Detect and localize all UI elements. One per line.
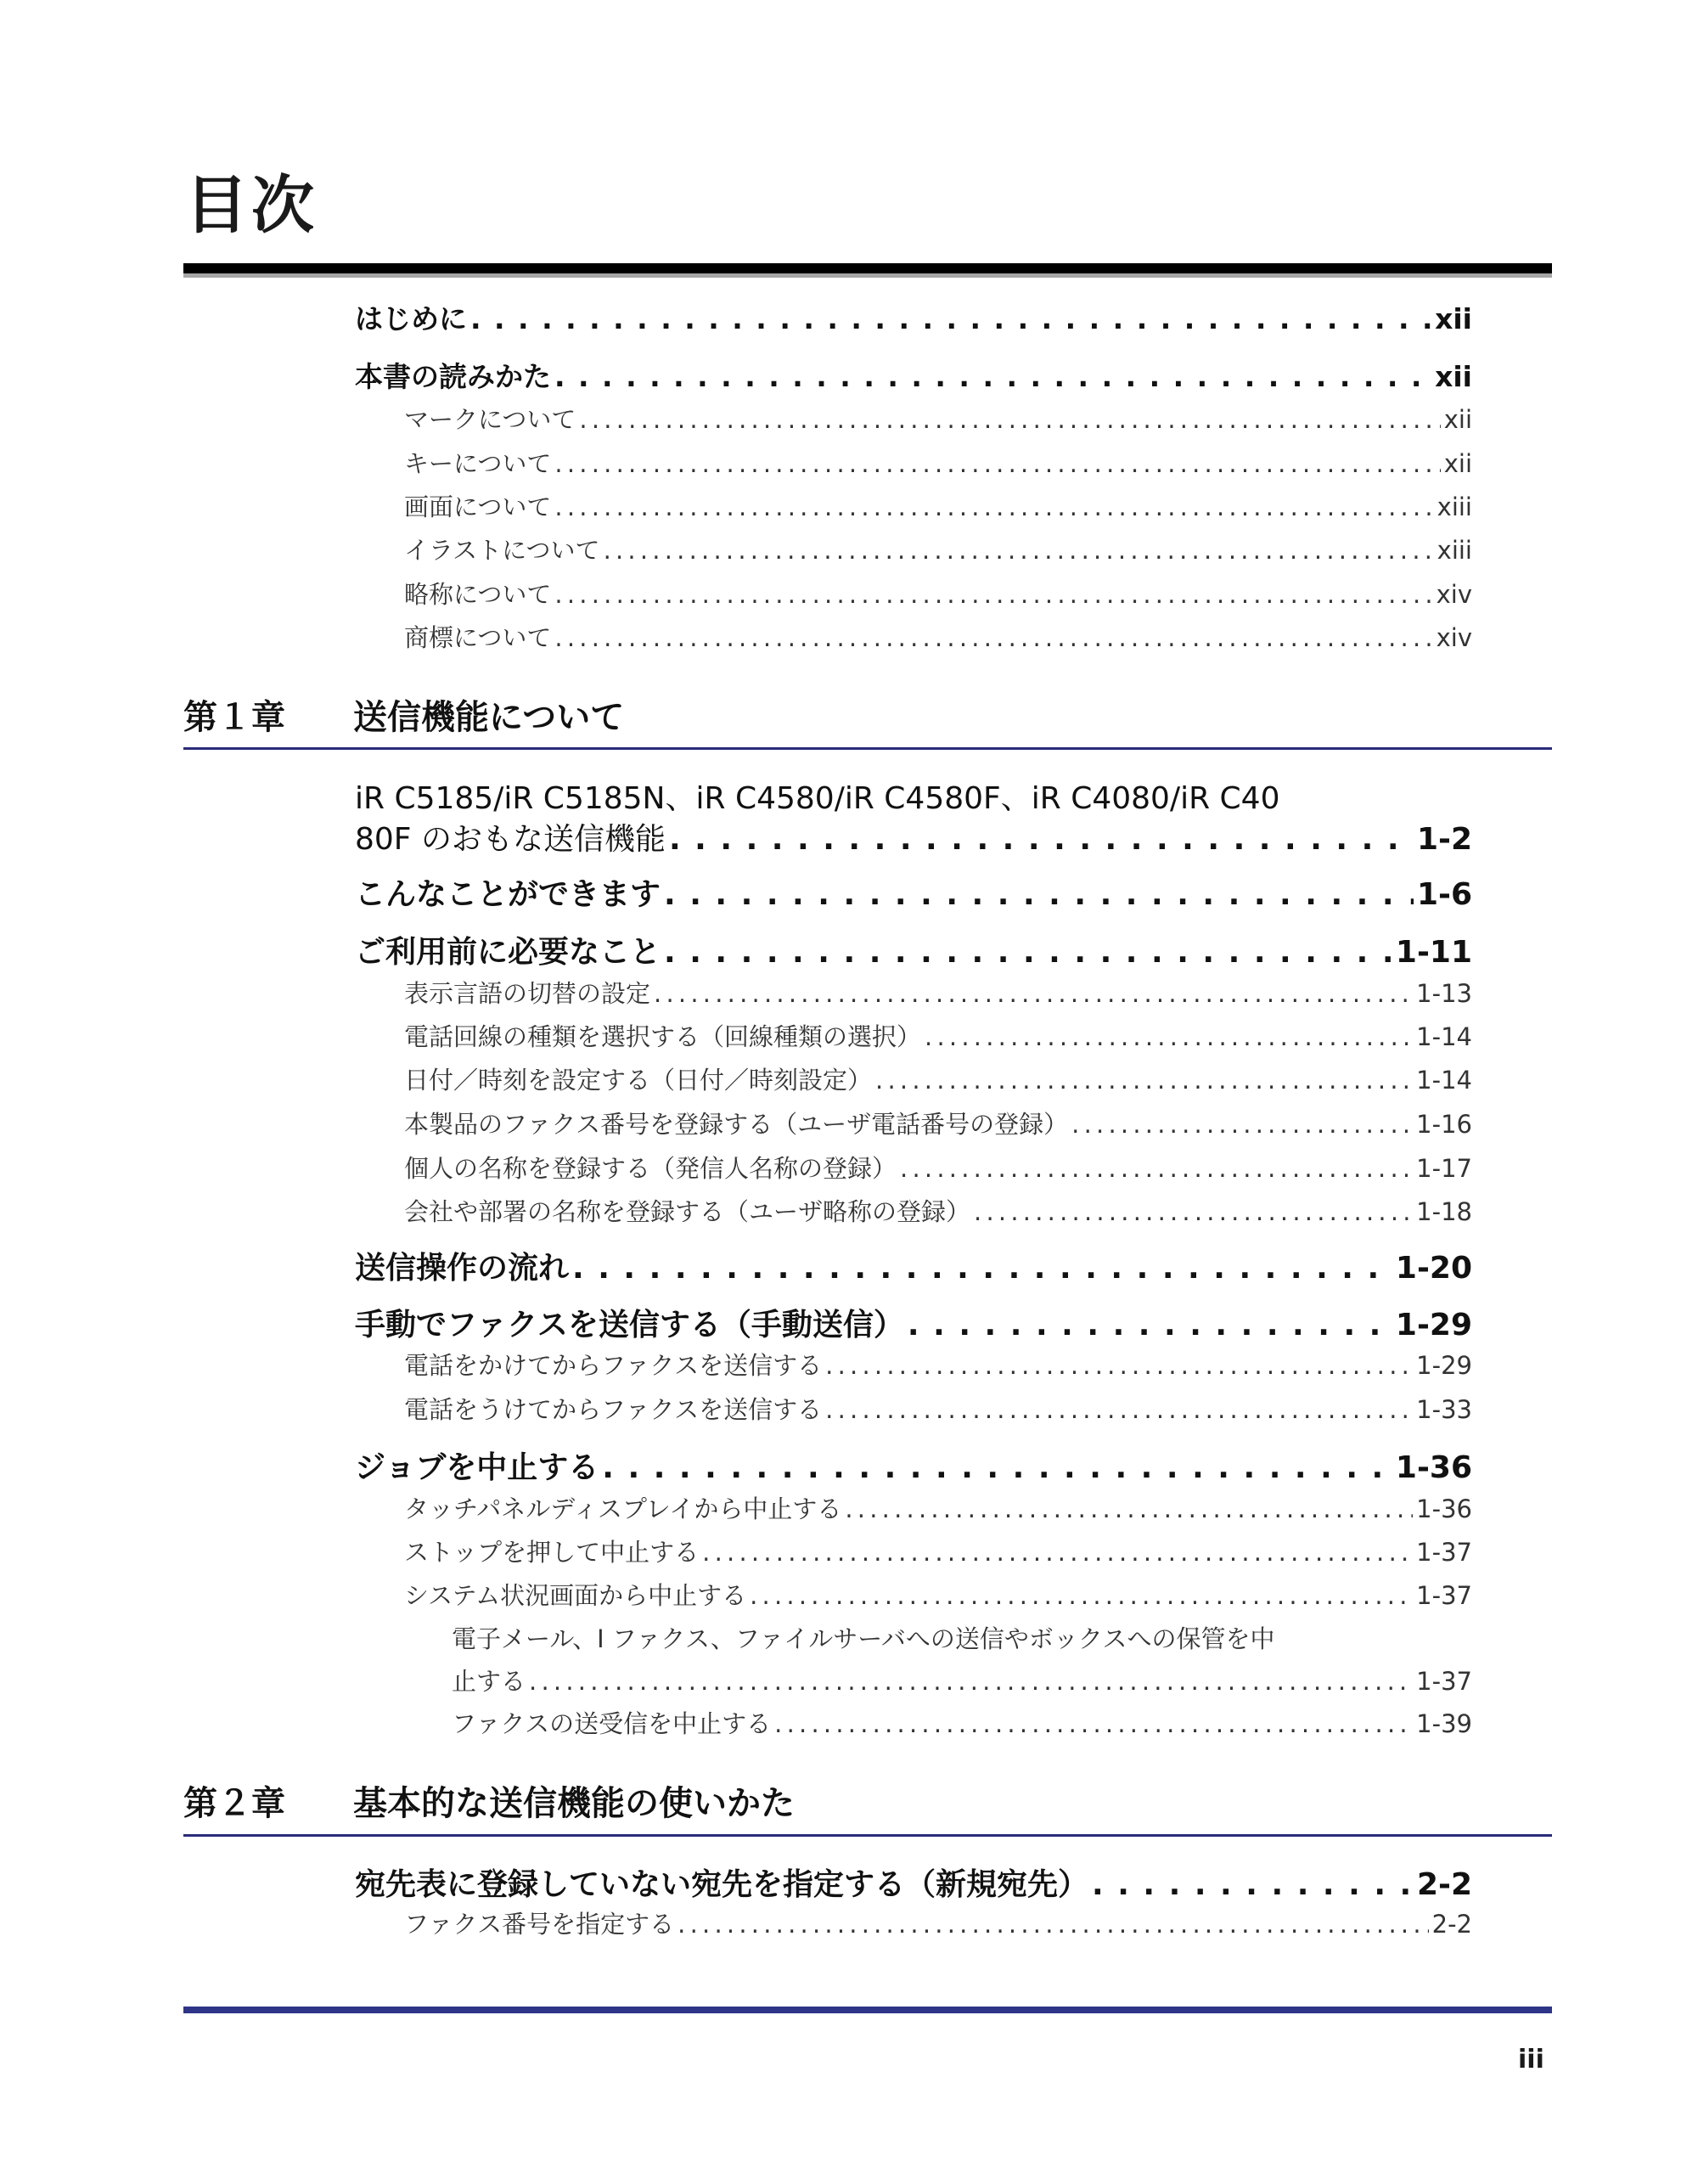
toc-entry-page: 1-18 bbox=[1416, 1197, 1472, 1226]
dot-leader bbox=[664, 877, 1414, 912]
dot-leader bbox=[554, 623, 1432, 652]
toc-entry-page: 1-17 bbox=[1416, 1154, 1472, 1183]
toc-entry-page: 1-37 bbox=[1416, 1667, 1472, 1696]
toc-entry-page: xiii bbox=[1437, 536, 1472, 565]
toc-entry-page: xiv bbox=[1436, 623, 1472, 652]
toc-entry-page: 2-2 bbox=[1416, 1867, 1472, 1902]
toc-subentry[interactable] bbox=[404, 1490, 1472, 1525]
toc-entry-title: 個人の名称を登録する（発信人名称の登録） bbox=[404, 1154, 897, 1183]
toc-entry[interactable] bbox=[355, 928, 1472, 971]
toc-entry-title: 手動でファクスを送信する（手動送信） bbox=[355, 1308, 904, 1342]
dot-leader bbox=[602, 1450, 1392, 1485]
toc-entry-title: 略称について bbox=[404, 580, 552, 609]
toc-entry-title: ストップを押して中止する bbox=[404, 1538, 700, 1567]
dot-leader bbox=[554, 449, 1440, 478]
toc-entry-title: 本製品のファクス番号を登録する（ユーザ電話番号の登録） bbox=[404, 1110, 1069, 1139]
page-title: 目次 bbox=[185, 169, 318, 242]
chapter-number: 第２章 bbox=[183, 1784, 285, 1823]
dot-leader bbox=[554, 493, 1433, 521]
toc-entry-title: 電話回線の種類を選択する（回線種類の選択） bbox=[404, 1022, 922, 1051]
toc-entry-page: 1-6 bbox=[1416, 877, 1472, 912]
toc-entry[interactable] bbox=[355, 870, 1472, 914]
toc-entry-page: 1-2 bbox=[1416, 822, 1472, 857]
toc-entry[interactable] bbox=[355, 1301, 1472, 1344]
dot-leader bbox=[908, 1308, 1392, 1342]
title-rule-shadow bbox=[183, 273, 1552, 278]
chapter-rule bbox=[183, 747, 1552, 750]
toc-entry-first-line[interactable]: iR C5185/iR C5185N、iR C4580/iR C4580F、iR C4080/iR C40 bbox=[355, 781, 1280, 816]
toc-entry-title: 本書の読みかた bbox=[355, 360, 551, 393]
toc-entry-page: 1-13 bbox=[1416, 979, 1472, 1008]
toc-entry-page: 1-37 bbox=[1416, 1538, 1472, 1567]
toc-entry-title: システム状況画面から中止する bbox=[404, 1581, 747, 1610]
toc-subentry[interactable] bbox=[404, 619, 1472, 654]
toc-entry-page: 1-39 bbox=[1416, 1709, 1472, 1738]
footer-rule bbox=[183, 2007, 1552, 2013]
chapter-title: 基本的な送信機能の使いかた bbox=[353, 1784, 795, 1823]
toc-entry-page: xiii bbox=[1437, 493, 1472, 521]
toc-entry-title: 日付／時刻を設定する（日付／時刻設定） bbox=[404, 1066, 873, 1095]
toc-entry-title: 表示言語の切替の設定 bbox=[404, 979, 651, 1008]
dot-leader bbox=[1071, 1110, 1413, 1139]
toc-entry-title: 80F のおもな送信機能 bbox=[355, 822, 666, 857]
toc-entry-page: 1-11 bbox=[1395, 935, 1472, 970]
chapter-number: 第１章 bbox=[183, 698, 285, 737]
toc-subentry-first-line[interactable]: 電子メール、I ファクス、ファイルサーバへの送信やボックスへの保管を中 bbox=[452, 1624, 1275, 1653]
dot-leader bbox=[579, 405, 1440, 434]
toc-entry-page: 1-16 bbox=[1416, 1110, 1472, 1139]
toc-entry[interactable] bbox=[355, 355, 1472, 395]
dot-leader bbox=[678, 1910, 1428, 1939]
toc-entry-title: 会社や部署の名称を登録する（ユーザ略称の登録） bbox=[404, 1197, 971, 1226]
chapter-rule bbox=[183, 1834, 1552, 1837]
dot-leader bbox=[470, 302, 1431, 335]
toc-entry-title: イラストについて bbox=[404, 536, 600, 565]
dot-leader bbox=[825, 1351, 1413, 1380]
toc-entry-title: ご利用前に必要なこと bbox=[355, 935, 661, 970]
toc-entry-page: xiv bbox=[1436, 580, 1472, 609]
toc-subentry[interactable] bbox=[404, 1347, 1472, 1382]
toc-entry-page: 1-14 bbox=[1416, 1066, 1472, 1095]
toc-entry-title: 電話をうけてからファクスを送信する bbox=[404, 1395, 823, 1424]
chapter-heading[interactable] bbox=[183, 1776, 795, 1825]
toc-entry-title: 電話をかけてからファクスを送信する bbox=[404, 1351, 823, 1380]
toc-entry[interactable] bbox=[355, 815, 1472, 858]
dot-leader bbox=[1092, 1867, 1414, 1902]
toc-entry-title: こんなことができます bbox=[355, 877, 661, 912]
toc-subentry[interactable] bbox=[404, 1106, 1472, 1140]
toc-entry-title: 画面について bbox=[404, 493, 552, 521]
toc-subentry[interactable] bbox=[404, 1577, 1472, 1612]
dot-leader bbox=[845, 1494, 1413, 1523]
toc-entry-page: 1-20 bbox=[1395, 1251, 1472, 1286]
toc-entry-title: はじめに bbox=[355, 302, 467, 335]
toc-entry-title: キーについて bbox=[404, 449, 552, 478]
toc-entry-page: xii bbox=[1443, 449, 1472, 478]
dot-leader bbox=[974, 1197, 1413, 1226]
toc-entry-page: 1-14 bbox=[1416, 1022, 1472, 1051]
toc-entry-title: ファクスの送受信を中止する bbox=[452, 1709, 772, 1738]
toc-entry-title: ジョブを中止する bbox=[355, 1450, 599, 1485]
toc-entry-page: xii bbox=[1435, 360, 1472, 393]
toc-entry-page: 1-36 bbox=[1395, 1450, 1472, 1485]
toc-entry-page: 1-29 bbox=[1395, 1308, 1472, 1342]
dot-leader bbox=[572, 1251, 1392, 1286]
toc-entry-title: タッチパネルディスプレイから中止する bbox=[404, 1494, 842, 1523]
toc-entry-page: 1-37 bbox=[1416, 1581, 1472, 1610]
dot-leader bbox=[774, 1709, 1413, 1738]
dot-leader bbox=[669, 822, 1414, 857]
toc-subentry[interactable] bbox=[404, 401, 1472, 436]
toc-subentry[interactable] bbox=[404, 1061, 1472, 1096]
dot-leader bbox=[554, 580, 1432, 609]
toc-entry-title: 止する bbox=[452, 1667, 526, 1696]
toc-subentry[interactable] bbox=[404, 1018, 1472, 1053]
toc-entry-title: 商標について bbox=[404, 623, 552, 652]
toc-entry[interactable] bbox=[355, 1444, 1472, 1487]
title-rule bbox=[183, 263, 1552, 273]
toc-entry-page: 2-2 bbox=[1431, 1910, 1472, 1939]
toc-subentry[interactable] bbox=[404, 975, 1472, 1010]
chapter-title: 送信機能について bbox=[353, 698, 625, 737]
toc-entry-title: 宛先表に登録していない宛先を指定する（新規宛先） bbox=[355, 1867, 1089, 1902]
toc-entry-page: xii bbox=[1435, 302, 1472, 335]
chapter-heading[interactable] bbox=[183, 690, 624, 739]
dot-leader bbox=[925, 1022, 1413, 1051]
dot-leader bbox=[654, 979, 1413, 1008]
dot-leader bbox=[529, 1667, 1413, 1696]
toc-subentry[interactable] bbox=[404, 532, 1472, 566]
toc-subentry[interactable] bbox=[404, 1193, 1472, 1228]
toc-subentry[interactable] bbox=[404, 1534, 1472, 1568]
toc-subentry[interactable] bbox=[404, 488, 1472, 523]
dot-leader bbox=[825, 1395, 1413, 1424]
toc-subentry[interactable] bbox=[452, 1705, 1472, 1740]
toc-entry-page: xii bbox=[1443, 405, 1472, 434]
toc-entry[interactable] bbox=[355, 297, 1472, 337]
toc-entry[interactable] bbox=[355, 1244, 1472, 1287]
dot-leader bbox=[604, 536, 1434, 565]
toc-subentry[interactable] bbox=[404, 1905, 1472, 1940]
toc-entry-title: ファクス番号を指定する bbox=[404, 1910, 675, 1939]
toc-subentry[interactable] bbox=[404, 1150, 1472, 1185]
dot-leader bbox=[900, 1154, 1413, 1183]
page-number: iii bbox=[1518, 2045, 1544, 2074]
toc-entry-title: 送信操作の流れ bbox=[355, 1251, 570, 1286]
toc-entry-title: マークについて bbox=[404, 405, 576, 434]
dot-leader bbox=[664, 935, 1392, 970]
dot-leader bbox=[875, 1066, 1413, 1095]
toc-entry-page: 1-29 bbox=[1416, 1351, 1472, 1380]
toc-subentry[interactable] bbox=[404, 445, 1472, 480]
toc-entry-page: 1-33 bbox=[1416, 1395, 1472, 1424]
toc-subentry[interactable] bbox=[404, 1391, 1472, 1426]
dot-leader bbox=[702, 1538, 1413, 1567]
toc-subentry[interactable] bbox=[452, 1663, 1472, 1697]
toc-subentry[interactable] bbox=[404, 576, 1472, 611]
toc-entry-page: 1-36 bbox=[1416, 1494, 1472, 1523]
dot-leader bbox=[750, 1581, 1413, 1610]
toc-entry[interactable] bbox=[355, 1860, 1472, 1904]
dot-leader bbox=[554, 360, 1431, 393]
